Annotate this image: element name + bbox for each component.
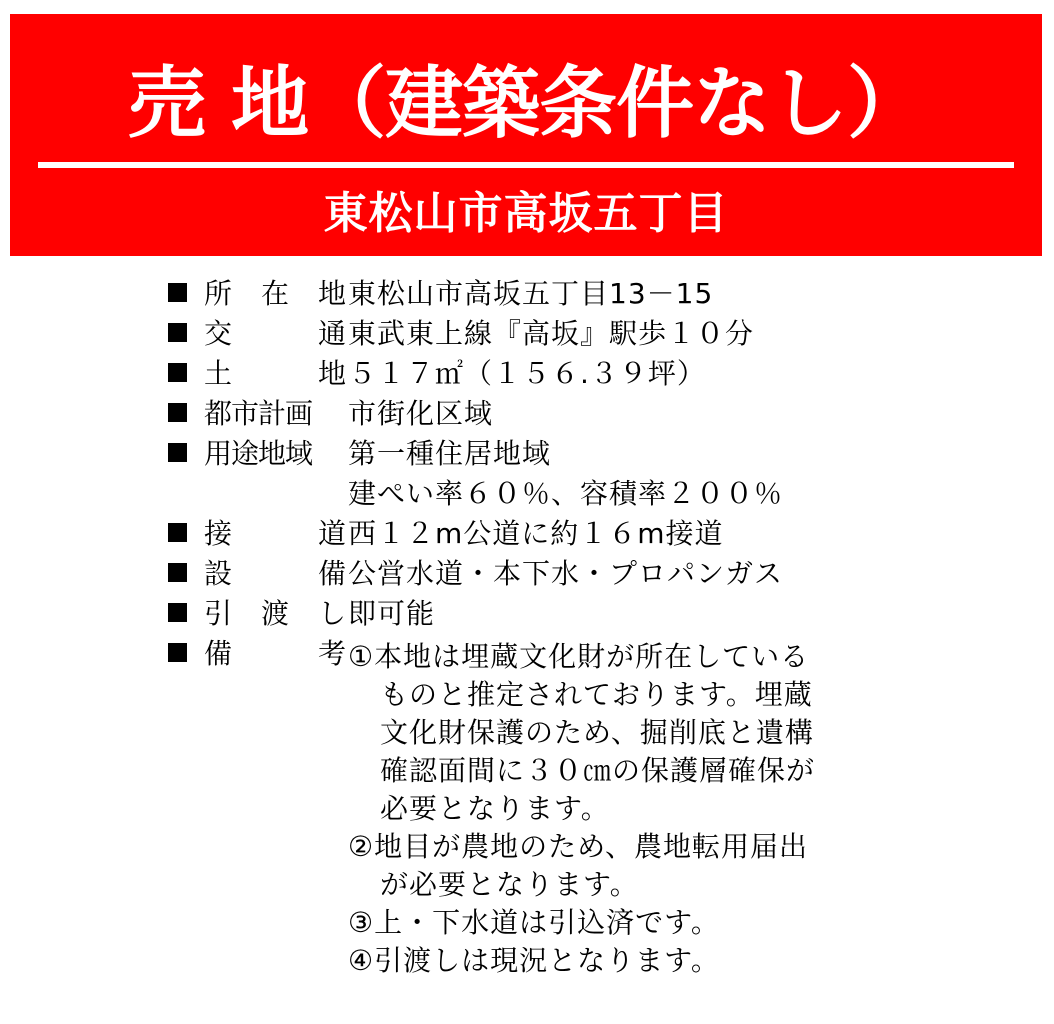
detail-row [168,514,1028,554]
remark-line: ものと推定されております。埋蔵 [380,678,813,711]
detail-value: ５１７㎡（１５６.３９坪） [348,357,706,390]
detail-label: 土 地 [204,357,346,390]
detail-label: 備 考 [204,637,346,670]
detail-row [168,554,1028,594]
detail-value: 市街化区域 [348,397,494,430]
detail-row [168,354,1028,394]
square-bullet-icon [168,403,187,422]
detail-row [168,274,1028,314]
square-bullet-icon [168,363,187,382]
remark-line: ④引渡しは現況となります。 [348,944,720,977]
remark-line: ①本地は埋蔵文化財が所在している [348,640,810,673]
detail-value: 公営水道・本下水・プロパンガス [348,557,784,590]
detail-row [168,394,1028,434]
remark-line: 確認面間に３０㎝の保護層確保が [380,754,816,787]
page-title: 売 地（建築条件なし） [127,59,925,149]
detail-row [168,434,1028,474]
remark-line: ③上・下水道は引込済です。 [348,906,720,939]
detail-value: 即可能 [348,597,436,630]
property-details [168,274,1028,980]
detail-label: 所 在 地 [204,277,346,310]
square-bullet-icon [168,643,187,662]
square-bullet-icon [168,523,187,542]
detail-label: 引 渡 し [204,597,346,630]
remark-line: ②地目が農地のため、農地転用届出 [348,830,808,863]
square-bullet-icon [168,443,187,462]
detail-row [168,594,1028,634]
location-subtitle: 東松山市高坂五丁目 [323,188,729,239]
detail-row [168,314,1028,354]
detail-label: 用途地域 [204,437,313,470]
detail-value: 東松山市高坂五丁目13－15 [348,277,714,310]
detail-row-continued [168,474,1028,514]
remark-line: 必要となります。 [380,792,610,825]
square-bullet-icon [168,283,187,302]
title-divider [38,162,1014,168]
square-bullet-icon [168,603,187,622]
detail-value: 第一種住居地域 [348,437,552,470]
detail-label: 接 道 [204,517,346,550]
detail-label: 都市計画 [204,397,313,430]
square-bullet-icon [168,563,187,582]
detail-label: 交 通 [204,317,346,350]
remark-line: 文化財保護のため、掘削底と遺構 [380,716,814,749]
title-banner [10,14,1042,256]
detail-value-extra: 建ぺい率６０％、容積率２００％ [348,477,784,510]
square-bullet-icon [168,323,187,342]
detail-value: 西１２m公道に約１６m接道 [348,517,724,550]
detail-value: 東武東上線『高坂』駅歩１０分 [348,317,755,350]
detail-label: 設 備 [204,557,346,590]
remark-line: が必要となります。 [380,868,639,901]
